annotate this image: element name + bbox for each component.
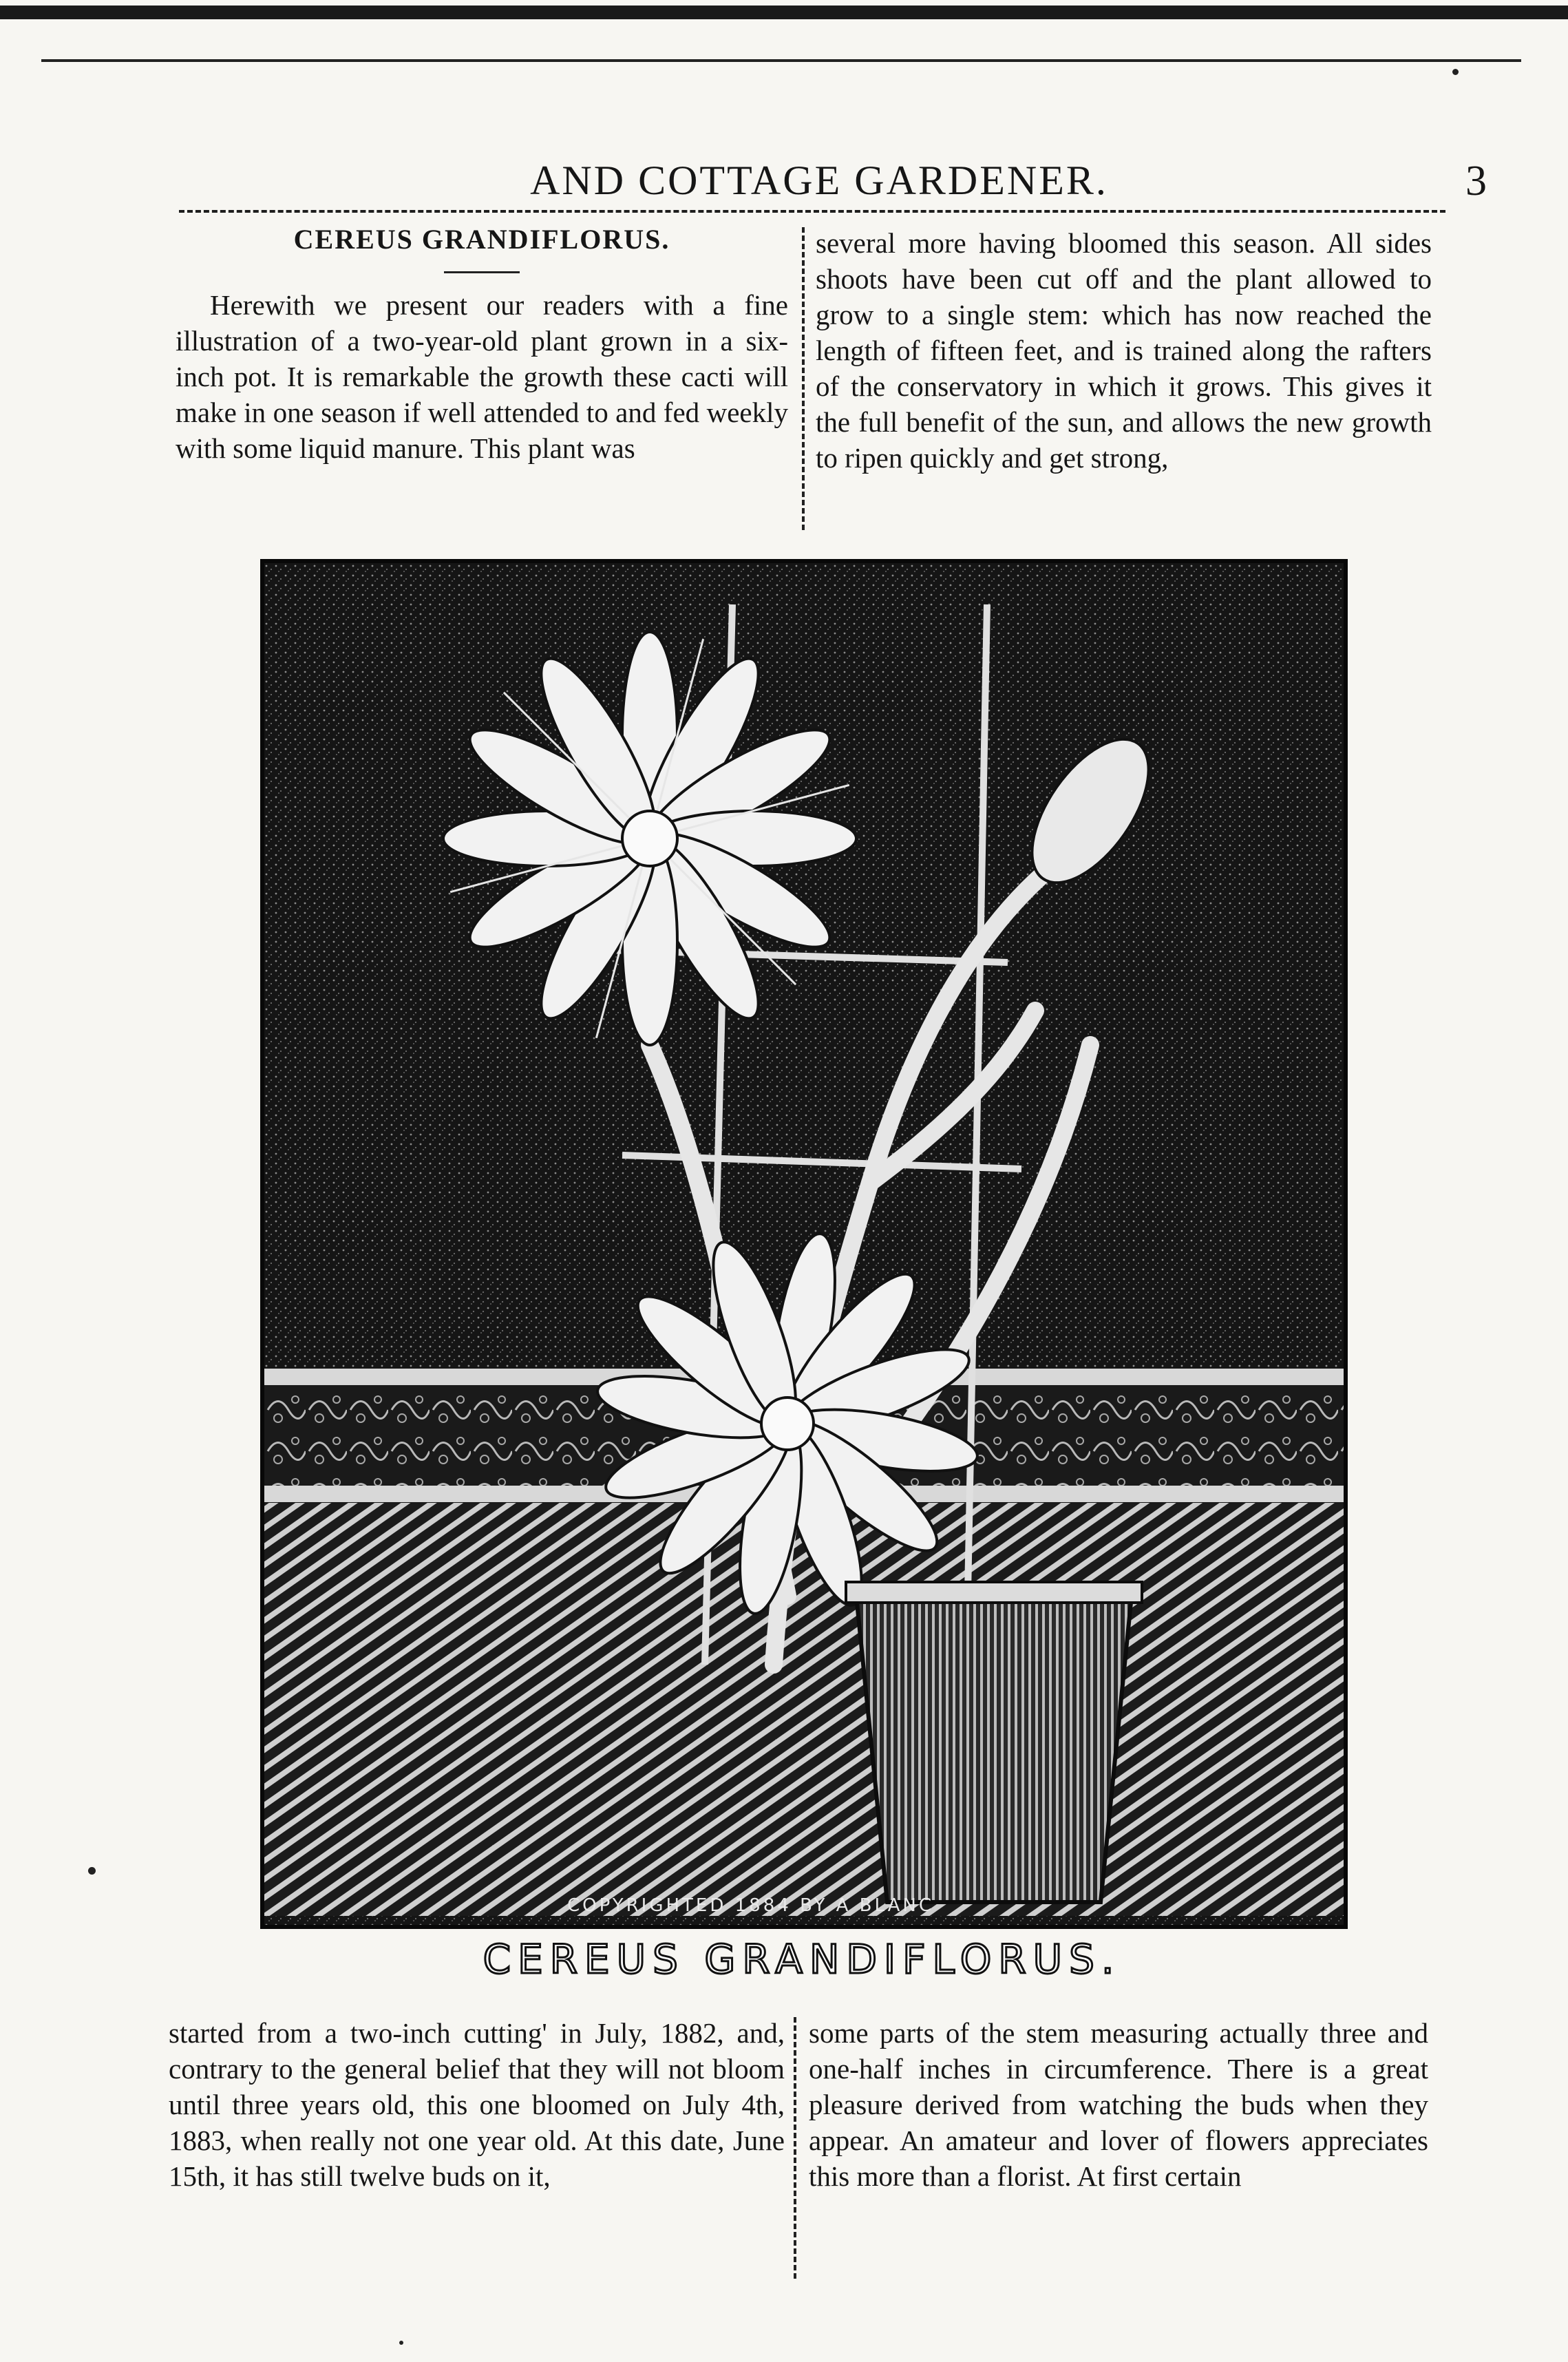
column-divider-top [802,227,805,530]
paragraph: Herewith we present our readers with a fine illustration of a two-year-old plant grown in a six-inch pot. It is remarkable the growth these cacti will make in one season if well attended to and fed weekly with some liquid manure. This plant was [176,289,788,464]
flower-pot [856,1596,1132,1902]
right-column-bottom [809,2015,1428,2194]
left-column-bottom [169,2015,785,2194]
paragraph: some parts of the stem measuring actually three and one-half inches in circumference. There is a great pleasure derived from watching the buds when they appear. An amateur and lover of flowers appreciates this more than a florist. At first certain [809,2017,1428,2192]
running-head: AND COTTAGE GARDENER. [530,158,1108,203]
cereus-illustration [260,559,1348,1929]
right-column-top [816,225,1432,476]
left-column-top [176,222,788,466]
print-speck [399,2341,403,2345]
page-header [172,151,1487,213]
top-border-rule-thin [41,59,1521,62]
title-rule [444,271,520,273]
page-number: 3 [1465,158,1487,204]
print-speck [88,1867,96,1875]
copyright-line: COPYRIGHTED 1884 BY A BLANC [567,1895,934,1916]
article-title: CEREUS GRANDIFLORUS. [293,224,670,255]
engraving-svg [264,563,1344,1925]
paragraph: several more having bloomed this season. All sides shoots have been cut off and the plant allowed to grow to a single stem: which has now reached the length of fifteen feet, and is trained along the rafters of the conservatory in which it grows. This gives it the full benefit of the sun, and allows the new growth to ripen quickly and get strong, [816,227,1432,474]
pot-rim [846,1582,1142,1603]
top-border-rule [0,6,1568,19]
print-speck [1452,69,1459,75]
header-rule [179,210,1445,213]
column-divider-bottom [794,2017,796,2279]
paragraph: started from a two-inch cutting' in July, 1882, and, contrary to the general belief that they will not bloom until three years old, this one bloomed on July 4th, 1883, when really not one year old. At this date, June 15th, it has still twelve buds on it, [169,2017,785,2192]
figure-caption: CEREUS GRANDIFLORUS. [483,1936,1121,1983]
floor-hatching [264,1503,1344,1916]
